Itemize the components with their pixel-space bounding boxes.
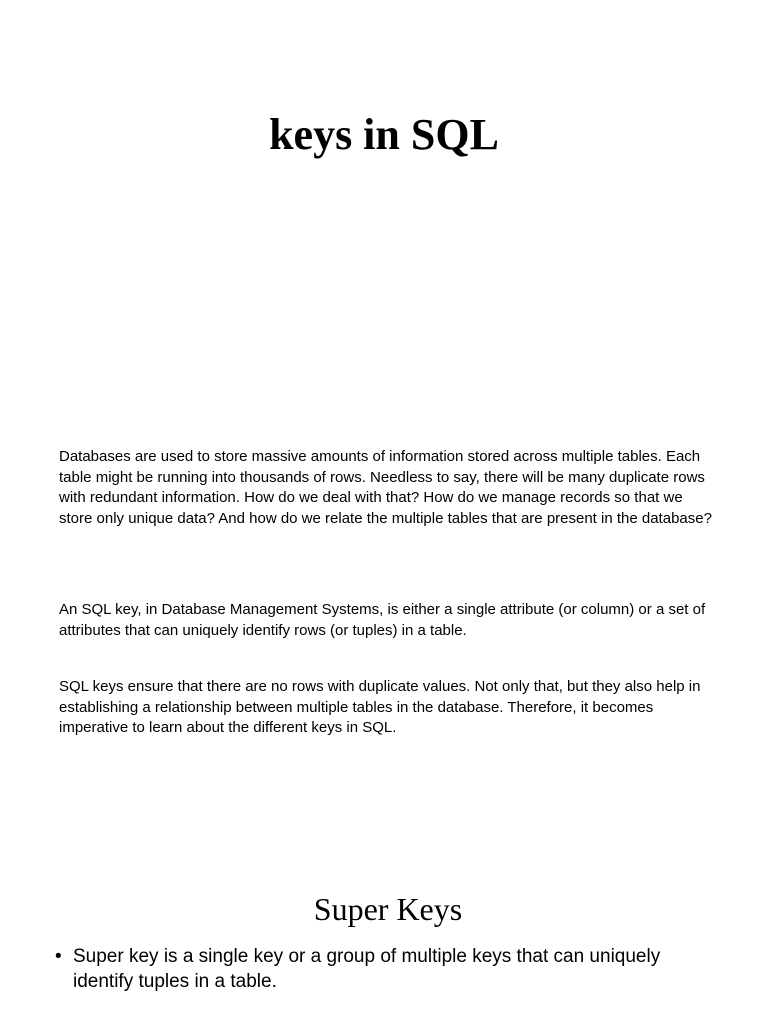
definition-paragraph: An SQL key, in Database Management Systems, is either a single attribute (or column) or a set of attributes that can uniquely identify rows (or tuples) in a table. [59,601,706,639]
bullet-list [55,944,715,994]
list-item [55,944,715,994]
bullet-text: Super key is a single key or a group of multiple keys that can uniquely identify tuples in a table. [73,946,661,992]
purpose-paragraph: SQL keys ensure that there are no rows with duplicate values. Not only that, but they also help in establishing a relationship between multiple tables in the database. Therefore, it becomes imperative to learn about the different keys in SQL. [59,678,701,736]
bullet-icon: • [55,946,62,967]
intro-paragraph: Databases are used to store massive amounts of information stored across multiple tables. Each table might be running into thousands of rows. Needless to say, there will be many duplicate rows with redundant information. How do we deal with that? How do we manage records so that we store only unique data? And how do we relate the multiple tables that are present in the database? [59,448,712,527]
page-title: keys in SQL [269,110,499,159]
section-heading: Super Keys [313,891,463,927]
